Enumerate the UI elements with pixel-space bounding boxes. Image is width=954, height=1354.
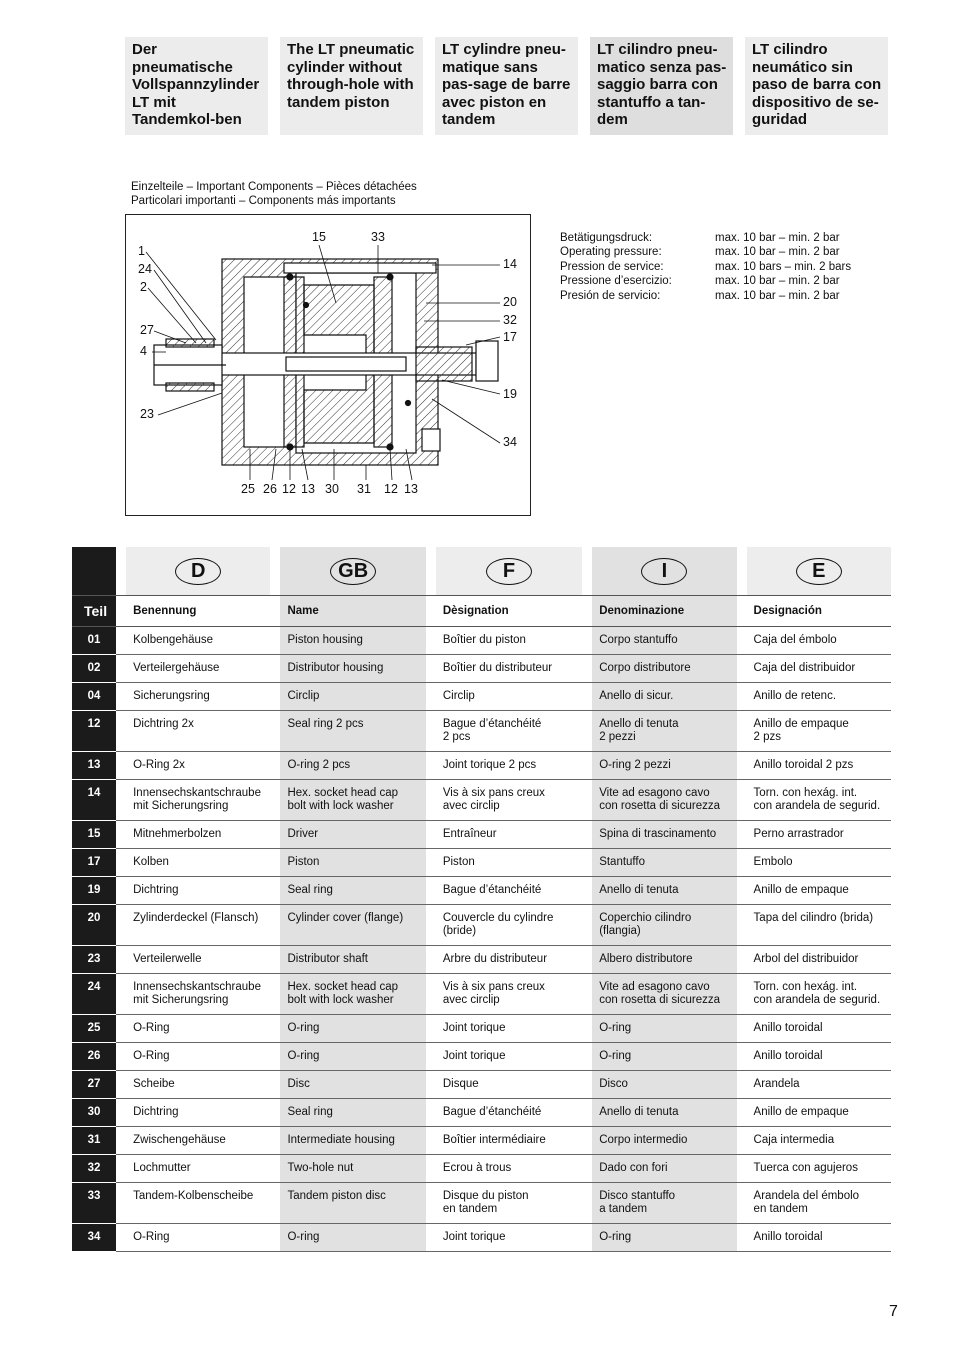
- part-name-e: Anillo de retenc.: [747, 683, 891, 711]
- callout-14: 14: [503, 257, 517, 271]
- part-name-de: Kolben: [126, 849, 270, 877]
- caption-line-2: Particolari importanti – Components más importants: [131, 195, 396, 207]
- part-name-f: Joint torique: [436, 1043, 582, 1071]
- part-name-f: Circlip: [436, 683, 582, 711]
- callout-12a: 12: [282, 482, 296, 496]
- part-name-f: Vis à six pans creux avec circlip: [436, 974, 582, 1015]
- part-name-gb: Seal ring: [280, 877, 425, 905]
- part-name-de: Dichtring 2x: [126, 711, 270, 752]
- pressure-label: Operating pressure:: [560, 246, 662, 259]
- part-name-de: O-Ring: [126, 1015, 270, 1043]
- part-number-cell: 15: [72, 821, 116, 849]
- callout-23: 23: [140, 407, 154, 421]
- table-header-row: [72, 596, 891, 627]
- callout-13b: 13: [404, 482, 418, 496]
- part-number-cell: 20: [72, 905, 116, 946]
- callout-12b: 12: [384, 482, 398, 496]
- pressure-row: [560, 260, 851, 274]
- part-name-i: O-ring 2 pezzi: [592, 752, 736, 780]
- table-row: [72, 1127, 891, 1155]
- pressure-row: [560, 289, 851, 303]
- part-number-cell: 19: [72, 877, 116, 905]
- table-row: [72, 780, 891, 821]
- part-name-gb: Cylinder cover (flange): [280, 905, 425, 946]
- header-de: Benennung: [126, 596, 270, 627]
- part-name-e: Anillo toroidal 2 pzs: [747, 752, 891, 780]
- callout-17: 17: [503, 330, 517, 344]
- part-name-f: Vis à six pans creux avec circlip: [436, 780, 582, 821]
- lang-cell-gb: [280, 547, 425, 596]
- title-gb: The LT pneumatic cylinder without through-hole with tandem piston: [280, 37, 423, 135]
- part-name-de: Zwischengehäuse: [126, 1127, 270, 1155]
- cylinder-cross-section-drawing: [125, 214, 531, 516]
- part-name-f: Ecrou à trous: [436, 1155, 582, 1183]
- part-name-i: Disco: [592, 1071, 736, 1099]
- callout-2: 2: [140, 280, 147, 294]
- lang-letter-e: E: [796, 558, 842, 585]
- header-gb: Name: [280, 596, 425, 627]
- part-name-f: Boîtier du piston: [436, 627, 582, 655]
- pressure-value: max. 10 bars – min. 2 bars: [715, 260, 852, 273]
- part-name-i: Vite ad esagono cavo con rosetta di sicurezza: [592, 780, 736, 821]
- part-name-e: Anillo de empaque: [747, 1099, 891, 1127]
- part-number-cell: 02: [72, 655, 116, 683]
- lang-cell-de: [126, 547, 270, 596]
- part-name-de: O-Ring: [126, 1043, 270, 1071]
- part-name-e: Torn. con hexág. int. con arandela de segurid.: [747, 780, 891, 821]
- lang-cell-f: [436, 547, 582, 596]
- part-number-cell: 32: [72, 1155, 116, 1183]
- lang-letter-gb: GB: [330, 558, 376, 585]
- callout-27: 27: [140, 323, 154, 337]
- table-row: [72, 752, 891, 780]
- part-name-de: Sicherungsring: [126, 683, 270, 711]
- part-name-i: Stantuffo: [592, 849, 736, 877]
- part-number-cell: 26: [72, 1043, 116, 1071]
- part-number-cell: 01: [72, 627, 116, 655]
- pressure-value: max. 10 bar – min. 2 bar: [715, 289, 840, 302]
- part-name-e: Arandela del émbolo en tandem: [747, 1183, 891, 1224]
- part-name-gb: Driver: [280, 821, 425, 849]
- teil-letter-cell: [72, 547, 116, 596]
- part-name-i: Anello di sicur.: [592, 683, 736, 711]
- part-name-f: Bague d’étanchéité: [436, 1099, 582, 1127]
- table-row: [72, 1183, 891, 1224]
- part-number-cell: 23: [72, 946, 116, 974]
- title-i: LT cilindro pneu-matico senza pas-saggio barra con stantuffo a tan-dem: [590, 37, 733, 135]
- part-name-gb: Seal ring: [280, 1099, 425, 1127]
- table-row: [72, 821, 891, 849]
- lang-letter-f: F: [486, 558, 532, 585]
- pressure-value: max. 10 bar – min. 2 bar: [715, 246, 840, 259]
- cross-section-svg: [126, 215, 530, 515]
- title-de: Der pneumatische Vollspannzylinder LT mit Tandemkol-ben: [125, 37, 268, 135]
- part-name-de: Mitnehmerbolzen: [126, 821, 270, 849]
- part-name-i: Anello di tenuta 2 pezzi: [592, 711, 736, 752]
- part-name-gb: Tandem piston disc: [280, 1183, 425, 1224]
- pressure-value: max. 10 bar – min. 2 bar: [715, 275, 840, 288]
- callout-1: 1: [138, 244, 145, 258]
- pressure-label: Betätigungsdruck:: [560, 232, 653, 244]
- callout-33: 33: [371, 230, 385, 244]
- callout-32: 32: [503, 313, 517, 327]
- part-number-cell: 27: [72, 1071, 116, 1099]
- part-name-i: Disco stantuffo a tandem: [592, 1183, 736, 1224]
- part-name-e: Caja intermedia: [747, 1127, 891, 1155]
- part-name-f: Bague d’étanchéité 2 pcs: [436, 711, 582, 752]
- part-name-f: Joint torique 2 pcs: [436, 752, 582, 780]
- part-name-gb: Piston housing: [280, 627, 425, 655]
- part-name-de: O-Ring 2x: [126, 752, 270, 780]
- part-number-cell: 17: [72, 849, 116, 877]
- part-name-i: O-ring: [592, 1224, 736, 1252]
- part-name-f: Boîtier intermédiaire: [436, 1127, 582, 1155]
- header-f: Dèsignation: [436, 596, 582, 627]
- part-name-i: Corpo distributore: [592, 655, 736, 683]
- part-name-i: Spina di trascinamento: [592, 821, 736, 849]
- part-name-i: Anello di tenuta: [592, 1099, 736, 1127]
- part-name-de: Tandem-Kolbenscheibe: [126, 1183, 270, 1224]
- part-name-e: Tapa del cilindro (brida): [747, 905, 891, 946]
- table-row: [72, 849, 891, 877]
- part-name-de: Kolbengehäuse: [126, 627, 270, 655]
- part-name-e: Torn. con hexág. int. con arandela de segurid.: [747, 974, 891, 1015]
- part-name-gb: O-ring: [280, 1224, 425, 1252]
- table-row: [72, 1155, 891, 1183]
- lang-letter-de: D: [175, 558, 221, 585]
- operating-pressure-specs: [560, 231, 851, 303]
- part-name-gb: Disc: [280, 1071, 425, 1099]
- pressure-label: Presión de servicio:: [560, 289, 661, 302]
- table-row: [72, 683, 891, 711]
- part-name-de: Innensechskantschraube mit Sicherungsring: [126, 974, 270, 1015]
- table-row: [72, 711, 891, 752]
- part-number-cell: 25: [72, 1015, 116, 1043]
- part-name-f: Joint torique: [436, 1015, 582, 1043]
- part-name-e: Arbol del distribuidor: [747, 946, 891, 974]
- part-name-de: Verteilergehäuse: [126, 655, 270, 683]
- part-number-cell: 33: [72, 1183, 116, 1224]
- table-row: [72, 627, 891, 655]
- part-name-f: Disque du piston en tandem: [436, 1183, 582, 1224]
- table-row: [72, 1015, 891, 1043]
- caption-line-1: Einzelteile – Important Components – Pièces détachées: [131, 181, 417, 193]
- part-number-cell: 04: [72, 683, 116, 711]
- part-name-i: Anello di tenuta: [592, 877, 736, 905]
- part-number-cell: 13: [72, 752, 116, 780]
- pressure-label: Pression de service:: [560, 260, 664, 273]
- callout-26: 26: [263, 482, 277, 496]
- part-number-cell: 34: [72, 1224, 116, 1252]
- lang-cell-i: [592, 547, 736, 596]
- pressure-row: [560, 231, 851, 245]
- part-name-gb: Hex. socket head cap bolt with lock washer: [280, 780, 425, 821]
- table-row: [72, 877, 891, 905]
- page-number: 7: [889, 1303, 898, 1320]
- part-name-gb: Seal ring 2 pcs: [280, 711, 425, 752]
- callout-13a: 13: [301, 482, 315, 496]
- part-name-e: Perno arrastrador: [747, 821, 891, 849]
- parts-list-table: [72, 547, 891, 1252]
- part-name-f: Bague d’étanchéité: [436, 877, 582, 905]
- pressure-row: [560, 245, 851, 259]
- part-name-i: Corpo stantuffo: [592, 627, 736, 655]
- table-row: [72, 974, 891, 1015]
- part-name-i: Dado con fori: [592, 1155, 736, 1183]
- part-name-e: Anillo toroidal: [747, 1043, 891, 1071]
- part-name-e: Embolo: [747, 849, 891, 877]
- callout-4: 4: [140, 344, 147, 358]
- part-name-gb: Piston: [280, 849, 425, 877]
- part-name-i: O-ring: [592, 1015, 736, 1043]
- table-row: [72, 1043, 891, 1071]
- part-name-de: Zylinderdeckel (Flansch): [126, 905, 270, 946]
- part-number-cell: 31: [72, 1127, 116, 1155]
- part-name-gb: Intermediate housing: [280, 1127, 425, 1155]
- table-row: [72, 1099, 891, 1127]
- table-row: [72, 655, 891, 683]
- callout-19: 19: [503, 387, 517, 401]
- part-name-e: Anillo de empaque 2 pzs: [747, 711, 891, 752]
- part-name-de: O-Ring: [126, 1224, 270, 1252]
- part-name-e: Anillo de empaque: [747, 877, 891, 905]
- part-name-gb: O-ring: [280, 1015, 425, 1043]
- pressure-label: Pressione d’esercizio:: [560, 275, 672, 288]
- part-name-de: Scheibe: [126, 1071, 270, 1099]
- callout-30: 30: [325, 482, 339, 496]
- part-name-f: Couvercle du cylindre (bride): [436, 905, 582, 946]
- part-name-gb: Circlip: [280, 683, 425, 711]
- part-name-gb: Distributor housing: [280, 655, 425, 683]
- pressure-value: max. 10 bar – min. 2 bar: [715, 232, 840, 244]
- language-letter-row: [72, 547, 891, 596]
- part-name-i: Corpo intermedio: [592, 1127, 736, 1155]
- callout-25: 25: [241, 482, 255, 496]
- part-name-de: Dichtring: [126, 877, 270, 905]
- part-name-f: Arbre du distributeur: [436, 946, 582, 974]
- callout-15: 15: [312, 230, 326, 244]
- part-name-gb: Distributor shaft: [280, 946, 425, 974]
- part-name-de: Lochmutter: [126, 1155, 270, 1183]
- callout-20: 20: [503, 295, 517, 309]
- components-caption: [131, 180, 417, 208]
- part-name-e: Arandela: [747, 1071, 891, 1099]
- title-e: LT cilindro neumático sin paso de barra con dispositivo de se-guridad: [745, 37, 888, 135]
- callout-34: 34: [503, 435, 517, 449]
- part-name-f: Piston: [436, 849, 582, 877]
- table-row: [72, 946, 891, 974]
- part-name-gb: O-ring: [280, 1043, 425, 1071]
- part-name-i: O-ring: [592, 1043, 736, 1071]
- part-name-gb: O-ring 2 pcs: [280, 752, 425, 780]
- part-name-e: Anillo toroidal: [747, 1224, 891, 1252]
- part-name-f: Disque: [436, 1071, 582, 1099]
- part-number-cell: 24: [72, 974, 116, 1015]
- part-name-de: Dichtring: [126, 1099, 270, 1127]
- part-name-f: Boîtier du distributeur: [436, 655, 582, 683]
- part-name-e: Anillo toroidal: [747, 1015, 891, 1043]
- part-number-cell: 14: [72, 780, 116, 821]
- part-name-i: Vite ad esagono cavo con rosetta di sicurezza: [592, 974, 736, 1015]
- part-name-e: Caja del distribuidor: [747, 655, 891, 683]
- header-e: Designación: [747, 596, 891, 627]
- part-name-gb: Two-hole nut: [280, 1155, 425, 1183]
- title-f: LT cylindre pneu-matique sans pas-sage de barre avec piston en tandem: [435, 37, 578, 135]
- language-titles: [125, 37, 888, 135]
- header-i: Denominazione: [592, 596, 736, 627]
- pressure-row: [560, 274, 851, 288]
- part-name-e: Tuerca con agujeros: [747, 1155, 891, 1183]
- table-row: [72, 905, 891, 946]
- part-name-i: Coperchio cilindro (flangia): [592, 905, 736, 946]
- part-name-de: Verteilerwelle: [126, 946, 270, 974]
- lang-cell-e: [747, 547, 891, 596]
- teil-header: Teil: [72, 596, 116, 627]
- part-name-e: Caja del émbolo: [747, 627, 891, 655]
- part-number-cell: 12: [72, 711, 116, 752]
- callout-24: 24: [138, 262, 152, 276]
- table-row: [72, 1224, 891, 1252]
- part-name-i: Albero distributore: [592, 946, 736, 974]
- part-name-f: Joint torique: [436, 1224, 582, 1252]
- part-name-gb: Hex. socket head cap bolt with lock washer: [280, 974, 425, 1015]
- part-name-f: Entraîneur: [436, 821, 582, 849]
- lang-letter-i: I: [641, 558, 687, 585]
- callout-31: 31: [357, 482, 371, 496]
- part-number-cell: 30: [72, 1099, 116, 1127]
- table-row: [72, 1071, 891, 1099]
- part-name-de: Innensechskantschraube mit Sicherungsring: [126, 780, 270, 821]
